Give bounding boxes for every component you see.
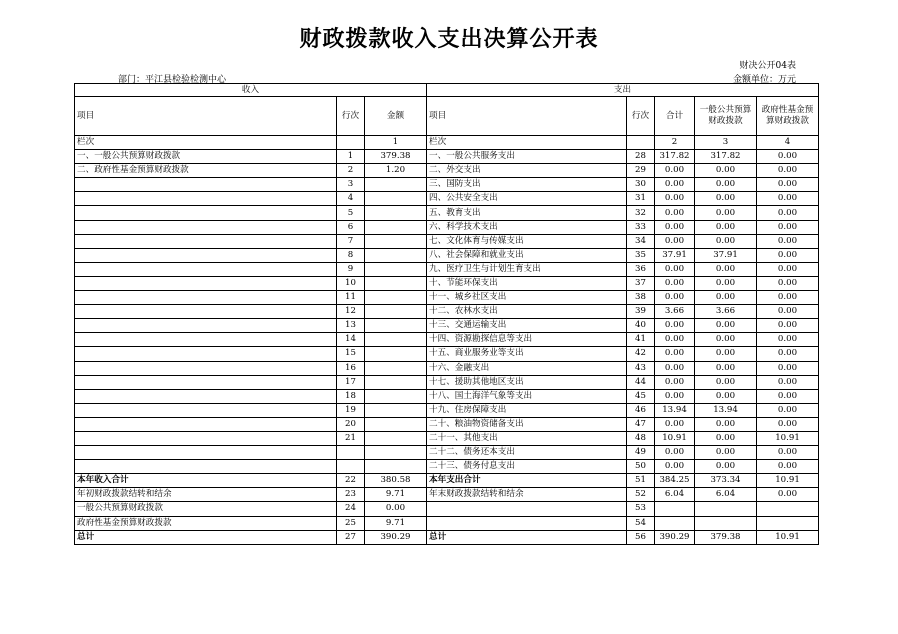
expense-general-cell: 0.00 <box>695 375 757 389</box>
income-line-cell: 12 <box>337 305 365 319</box>
expense-line-cell: 28 <box>627 150 655 164</box>
expense-line-cell: 53 <box>627 502 655 516</box>
table-row <box>75 178 819 192</box>
expense-item-cell: 十、节能环保支出 <box>427 276 627 290</box>
expense-line-cell: 41 <box>627 333 655 347</box>
income-line-cell <box>337 460 365 474</box>
table-row <box>75 150 819 164</box>
expense-fund-cell: 0.00 <box>757 220 819 234</box>
expense-total-cell: 0.00 <box>655 319 695 333</box>
income-amount-cell <box>365 347 427 361</box>
expense-fund-cell <box>757 502 819 516</box>
expense-total-cell: 0.00 <box>655 276 695 290</box>
income-item-cell <box>75 361 337 375</box>
expense-general-cell: 0.00 <box>695 319 757 333</box>
expense-fund-cell: 0.00 <box>757 192 819 206</box>
income-amount-cell <box>365 248 427 262</box>
expense-line-cell: 40 <box>627 319 655 333</box>
expense-general-cell: 0.00 <box>695 178 757 192</box>
expense-item-cell: 十一、城乡社区支出 <box>427 291 627 305</box>
table-row <box>75 516 819 530</box>
table-row <box>75 248 819 262</box>
expense-fund-cell: 0.00 <box>757 305 819 319</box>
expense-general-cell: 0.00 <box>695 446 757 460</box>
expense-total-cell: 0.00 <box>655 446 695 460</box>
expense-item-cell: 十八、国土海洋气象等支出 <box>427 389 627 403</box>
expense-line-cell: 44 <box>627 375 655 389</box>
expense-line-cell: 45 <box>627 389 655 403</box>
expense-item-cell: 二十一、其他支出 <box>427 431 627 445</box>
income-amount-cell <box>365 417 427 431</box>
income-amount-cell <box>365 446 427 460</box>
income-line-cell: 13 <box>337 319 365 333</box>
income-item-cell <box>75 291 337 305</box>
income-line-cell: 10 <box>337 276 365 290</box>
income-line-cell: 19 <box>337 403 365 417</box>
income-amount-cell <box>365 178 427 192</box>
income-amount-cell <box>365 276 427 290</box>
expense-line-cell: 32 <box>627 206 655 220</box>
expense-total-cell: 0.00 <box>655 375 695 389</box>
expense-total-header: 合计 <box>655 97 695 136</box>
income-item-cell: 一、一般公共预算财政拨款 <box>75 150 337 164</box>
section-header-row <box>75 84 819 97</box>
expense-fund-cell: 10.91 <box>757 431 819 445</box>
expense-fund-cell: 0.00 <box>757 403 819 417</box>
expense-item-cell: 九、医疗卫生与计划生育支出 <box>427 262 627 276</box>
income-amount-cell <box>365 361 427 375</box>
income-line-cell: 20 <box>337 417 365 431</box>
table-row <box>75 305 819 319</box>
column-index-fund: 4 <box>757 136 819 150</box>
income-line-cell: 11 <box>337 291 365 305</box>
expense-general-cell: 0.00 <box>695 460 757 474</box>
income-item-cell <box>75 220 337 234</box>
income-amount-cell: 380.58 <box>365 474 427 488</box>
income-line-cell: 27 <box>337 530 365 544</box>
income-item-cell <box>75 375 337 389</box>
expense-item-cell: 二十、粮油物资储备支出 <box>427 417 627 431</box>
expense-fund-cell: 10.91 <box>757 530 819 544</box>
expense-fund-cell: 0.00 <box>757 248 819 262</box>
expense-item-cell: 十三、交通运输支出 <box>427 319 627 333</box>
expense-line-cell: 35 <box>627 248 655 262</box>
income-amount-cell <box>365 220 427 234</box>
expense-fund-cell: 0.00 <box>757 150 819 164</box>
income-item-header: 项目 <box>75 97 337 136</box>
expense-general-cell: 6.04 <box>695 488 757 502</box>
income-line-cell: 16 <box>337 361 365 375</box>
expense-line-cell: 38 <box>627 291 655 305</box>
income-item-cell: 年初财政拨款结转和结余 <box>75 488 337 502</box>
table-row <box>75 220 819 234</box>
expense-fund-cell: 0.00 <box>757 206 819 220</box>
table-row <box>75 319 819 333</box>
table-row <box>75 276 819 290</box>
income-amount-cell <box>365 460 427 474</box>
amount-unit-label: 金额单位：万元 <box>732 75 796 85</box>
expense-total-cell <box>655 516 695 530</box>
expense-item-cell: 十九、住房保障支出 <box>427 403 627 417</box>
expense-item-cell: 本年支出合计 <box>427 474 627 488</box>
expense-fund-header: 政府性基金预算财政拨款 <box>757 97 819 136</box>
income-line-cell: 9 <box>337 262 365 276</box>
expense-total-cell: 390.29 <box>655 530 695 544</box>
expense-line-cell: 48 <box>627 431 655 445</box>
expense-item-cell: 六、科学技术支出 <box>427 220 627 234</box>
income-line-cell <box>337 446 365 460</box>
expense-total-cell: 0.00 <box>655 178 695 192</box>
expense-general-cell: 0.00 <box>695 220 757 234</box>
table-row <box>75 192 819 206</box>
table-row <box>75 262 819 276</box>
income-section-header: 收入 <box>75 84 427 97</box>
table-row <box>75 403 819 417</box>
expense-general-cell: 0.00 <box>695 206 757 220</box>
expense-total-cell: 0.00 <box>655 347 695 361</box>
expense-general-cell: 0.00 <box>695 262 757 276</box>
expense-line-cell: 37 <box>627 276 655 290</box>
department-label: 部门：平江县检验检测中心 <box>118 75 227 85</box>
expense-total-cell: 10.91 <box>655 431 695 445</box>
expense-total-cell: 0.00 <box>655 192 695 206</box>
expense-item-cell: 十二、农林水支出 <box>427 305 627 319</box>
expense-item-cell: 四、公共安全支出 <box>427 192 627 206</box>
table-row <box>75 417 819 431</box>
expense-total-cell: 0.00 <box>655 333 695 347</box>
expense-general-cell: 37.91 <box>695 248 757 262</box>
expense-fund-cell: 0.00 <box>757 276 819 290</box>
expense-line-header: 行次 <box>627 97 655 136</box>
expense-general-cell: 317.82 <box>695 150 757 164</box>
income-item-cell: 本年收入合计 <box>75 474 337 488</box>
expense-item-cell: 三、国防支出 <box>427 178 627 192</box>
income-item-cell <box>75 178 337 192</box>
expense-line-cell: 39 <box>627 305 655 319</box>
table-row <box>75 347 819 361</box>
income-amount-cell <box>365 234 427 248</box>
expense-general-cell: 0.00 <box>695 347 757 361</box>
table-row <box>75 361 819 375</box>
income-line-cell: 7 <box>337 234 365 248</box>
expense-item-cell: 十四、资源勘探信息等支出 <box>427 333 627 347</box>
income-line-cell: 6 <box>337 220 365 234</box>
income-amount-cell: 0.00 <box>365 502 427 516</box>
income-item-cell <box>75 305 337 319</box>
income-item-cell <box>75 417 337 431</box>
column-index-total: 2 <box>655 136 695 150</box>
income-amount-cell <box>365 262 427 276</box>
expense-fund-cell: 0.00 <box>757 446 819 460</box>
income-line-cell: 2 <box>337 164 365 178</box>
expense-general-cell: 379.38 <box>695 530 757 544</box>
column-index-expense-label: 栏次 <box>427 136 627 150</box>
expense-fund-cell: 0.00 <box>757 417 819 431</box>
expense-general-cell: 0.00 <box>695 192 757 206</box>
expense-total-cell: 0.00 <box>655 234 695 248</box>
income-item-cell <box>75 192 337 206</box>
expense-item-cell <box>427 502 627 516</box>
income-amount-cell: 9.71 <box>365 488 427 502</box>
expense-general-cell: 0.00 <box>695 276 757 290</box>
expense-line-cell: 29 <box>627 164 655 178</box>
income-item-cell <box>75 347 337 361</box>
expense-total-cell: 0.00 <box>655 206 695 220</box>
expense-line-cell: 50 <box>627 460 655 474</box>
income-line-header: 行次 <box>337 97 365 136</box>
income-item-cell <box>75 446 337 460</box>
income-item-cell <box>75 333 337 347</box>
income-item-cell <box>75 460 337 474</box>
income-line-cell: 3 <box>337 178 365 192</box>
expense-general-cell: 373.34 <box>695 474 757 488</box>
expense-fund-cell: 0.00 <box>757 333 819 347</box>
expense-total-cell: 0.00 <box>655 220 695 234</box>
income-amount-cell <box>365 305 427 319</box>
expense-fund-cell: 0.00 <box>757 291 819 305</box>
expense-item-cell: 五、教育支出 <box>427 206 627 220</box>
income-item-cell <box>75 431 337 445</box>
income-amount-cell <box>365 333 427 347</box>
column-index-amount: 1 <box>365 136 427 150</box>
income-amount-cell: 9.71 <box>365 516 427 530</box>
income-amount-cell <box>365 375 427 389</box>
expense-item-cell: 年末财政拨款结转和结余 <box>427 488 627 502</box>
table-row <box>75 206 819 220</box>
expense-fund-cell: 0.00 <box>757 178 819 192</box>
column-index-row <box>75 136 819 150</box>
table-row <box>75 446 819 460</box>
expense-line-cell: 34 <box>627 234 655 248</box>
income-amount-cell <box>365 319 427 333</box>
income-line-cell: 14 <box>337 333 365 347</box>
expense-line-cell: 43 <box>627 361 655 375</box>
expense-general-cell: 0.00 <box>695 361 757 375</box>
expense-item-cell: 十七、援助其他地区支出 <box>427 375 627 389</box>
income-item-cell <box>75 234 337 248</box>
expense-line-cell: 30 <box>627 178 655 192</box>
expense-fund-cell: 0.00 <box>757 234 819 248</box>
expense-general-cell <box>695 502 757 516</box>
expense-total-cell: 0.00 <box>655 389 695 403</box>
table-row <box>75 502 819 516</box>
expense-line-cell: 49 <box>627 446 655 460</box>
income-amount-cell: 390.29 <box>365 530 427 544</box>
expense-general-cell: 0.00 <box>695 234 757 248</box>
expense-general-cell: 3.66 <box>695 305 757 319</box>
expense-item-cell: 总计 <box>427 530 627 544</box>
expense-fund-cell: 0.00 <box>757 389 819 403</box>
expense-total-cell: 3.66 <box>655 305 695 319</box>
expense-general-cell: 0.00 <box>695 164 757 178</box>
income-item-cell <box>75 319 337 333</box>
expense-general-cell: 13.94 <box>695 403 757 417</box>
income-amount-cell <box>365 431 427 445</box>
expense-total-cell: 37.91 <box>655 248 695 262</box>
expense-item-cell: 十五、商业服务业等支出 <box>427 347 627 361</box>
income-amount-header: 金额 <box>365 97 427 136</box>
table-row <box>75 291 819 305</box>
expense-total-cell: 0.00 <box>655 361 695 375</box>
appropriation-table <box>74 83 819 545</box>
income-amount-cell: 1.20 <box>365 164 427 178</box>
expense-total-cell: 0.00 <box>655 262 695 276</box>
expense-fund-cell: 10.91 <box>757 474 819 488</box>
table-row <box>75 164 819 178</box>
income-amount-cell <box>365 192 427 206</box>
expense-general-cell <box>695 516 757 530</box>
expense-line-cell: 54 <box>627 516 655 530</box>
income-line-cell: 8 <box>337 248 365 262</box>
column-header-row <box>75 97 819 136</box>
income-item-cell: 二、政府性基金预算财政拨款 <box>75 164 337 178</box>
income-item-cell: 总计 <box>75 530 337 544</box>
page-title: 财政拨款收入支出决算公开表 <box>299 27 599 52</box>
income-line-cell: 21 <box>337 431 365 445</box>
expense-line-cell: 36 <box>627 262 655 276</box>
income-line-cell: 5 <box>337 206 365 220</box>
table-row <box>75 375 819 389</box>
table-row <box>75 488 819 502</box>
expense-item-cell: 八、社会保障和就业支出 <box>427 248 627 262</box>
table-row <box>75 389 819 403</box>
expense-line-cell: 56 <box>627 530 655 544</box>
expense-line-cell: 52 <box>627 488 655 502</box>
expense-line-cell: 42 <box>627 347 655 361</box>
expense-general-cell: 0.00 <box>695 417 757 431</box>
income-line-cell: 18 <box>337 389 365 403</box>
expense-general-cell: 0.00 <box>695 431 757 445</box>
expense-item-cell: 二十二、债务还本支出 <box>427 446 627 460</box>
income-item-cell <box>75 403 337 417</box>
income-item-cell <box>75 206 337 220</box>
expense-general-cell: 0.00 <box>695 291 757 305</box>
expense-item-cell <box>427 516 627 530</box>
income-item-cell <box>75 262 337 276</box>
income-amount-cell <box>365 403 427 417</box>
expense-total-cell: 6.04 <box>655 488 695 502</box>
expense-line-cell: 31 <box>627 192 655 206</box>
income-amount-cell <box>365 206 427 220</box>
expense-item-cell: 一、一般公共服务支出 <box>427 150 627 164</box>
table-row <box>75 234 819 248</box>
expense-general-header: 一般公共预算财政拨款 <box>695 97 757 136</box>
expense-fund-cell: 0.00 <box>757 488 819 502</box>
expense-general-cell: 0.00 <box>695 389 757 403</box>
income-item-cell <box>75 248 337 262</box>
income-line-cell: 1 <box>337 150 365 164</box>
income-amount-cell: 379.38 <box>365 150 427 164</box>
expense-item-cell: 二十三、债务付息支出 <box>427 460 627 474</box>
expense-fund-cell: 0.00 <box>757 164 819 178</box>
expense-section-header: 支出 <box>427 84 819 97</box>
expense-line-cell: 46 <box>627 403 655 417</box>
expense-fund-cell: 0.00 <box>757 375 819 389</box>
expense-fund-cell: 0.00 <box>757 347 819 361</box>
income-item-cell: 一般公共预算财政拨款 <box>75 502 337 516</box>
income-item-cell: 政府性基金预算财政拨款 <box>75 516 337 530</box>
income-item-cell <box>75 389 337 403</box>
table-row <box>75 333 819 347</box>
expense-item-cell: 七、文化体育与传媒支出 <box>427 234 627 248</box>
expense-item-cell: 十六、金融支出 <box>427 361 627 375</box>
expense-total-cell: 0.00 <box>655 164 695 178</box>
form-number: 财决公开04表 <box>739 61 796 71</box>
income-item-cell <box>75 276 337 290</box>
expense-fund-cell: 0.00 <box>757 319 819 333</box>
expense-line-cell: 51 <box>627 474 655 488</box>
table-row <box>75 460 819 474</box>
income-amount-cell <box>365 389 427 403</box>
expense-total-cell: 0.00 <box>655 460 695 474</box>
table-row <box>75 530 819 544</box>
income-line-cell: 25 <box>337 516 365 530</box>
expense-line-cell: 33 <box>627 220 655 234</box>
expense-item-header: 项目 <box>427 97 627 136</box>
expense-fund-cell: 0.00 <box>757 262 819 276</box>
income-line-cell: 17 <box>337 375 365 389</box>
income-line-cell: 23 <box>337 488 365 502</box>
income-line-cell: 22 <box>337 474 365 488</box>
expense-total-cell: 0.00 <box>655 417 695 431</box>
expense-fund-cell: 0.00 <box>757 361 819 375</box>
column-index-label: 栏次 <box>75 136 337 150</box>
table-row <box>75 431 819 445</box>
income-line-cell: 24 <box>337 502 365 516</box>
expense-total-cell: 384.25 <box>655 474 695 488</box>
expense-general-cell: 0.00 <box>695 333 757 347</box>
expense-total-cell: 0.00 <box>655 291 695 305</box>
table-row <box>75 474 819 488</box>
expense-line-cell: 47 <box>627 417 655 431</box>
expense-fund-cell: 0.00 <box>757 460 819 474</box>
income-amount-cell <box>365 291 427 305</box>
expense-total-cell <box>655 502 695 516</box>
expense-total-cell: 317.82 <box>655 150 695 164</box>
income-line-cell: 15 <box>337 347 365 361</box>
expense-fund-cell <box>757 516 819 530</box>
expense-total-cell: 13.94 <box>655 403 695 417</box>
income-line-cell: 4 <box>337 192 365 206</box>
expense-item-cell: 二、外交支出 <box>427 164 627 178</box>
column-index-general: 3 <box>695 136 757 150</box>
